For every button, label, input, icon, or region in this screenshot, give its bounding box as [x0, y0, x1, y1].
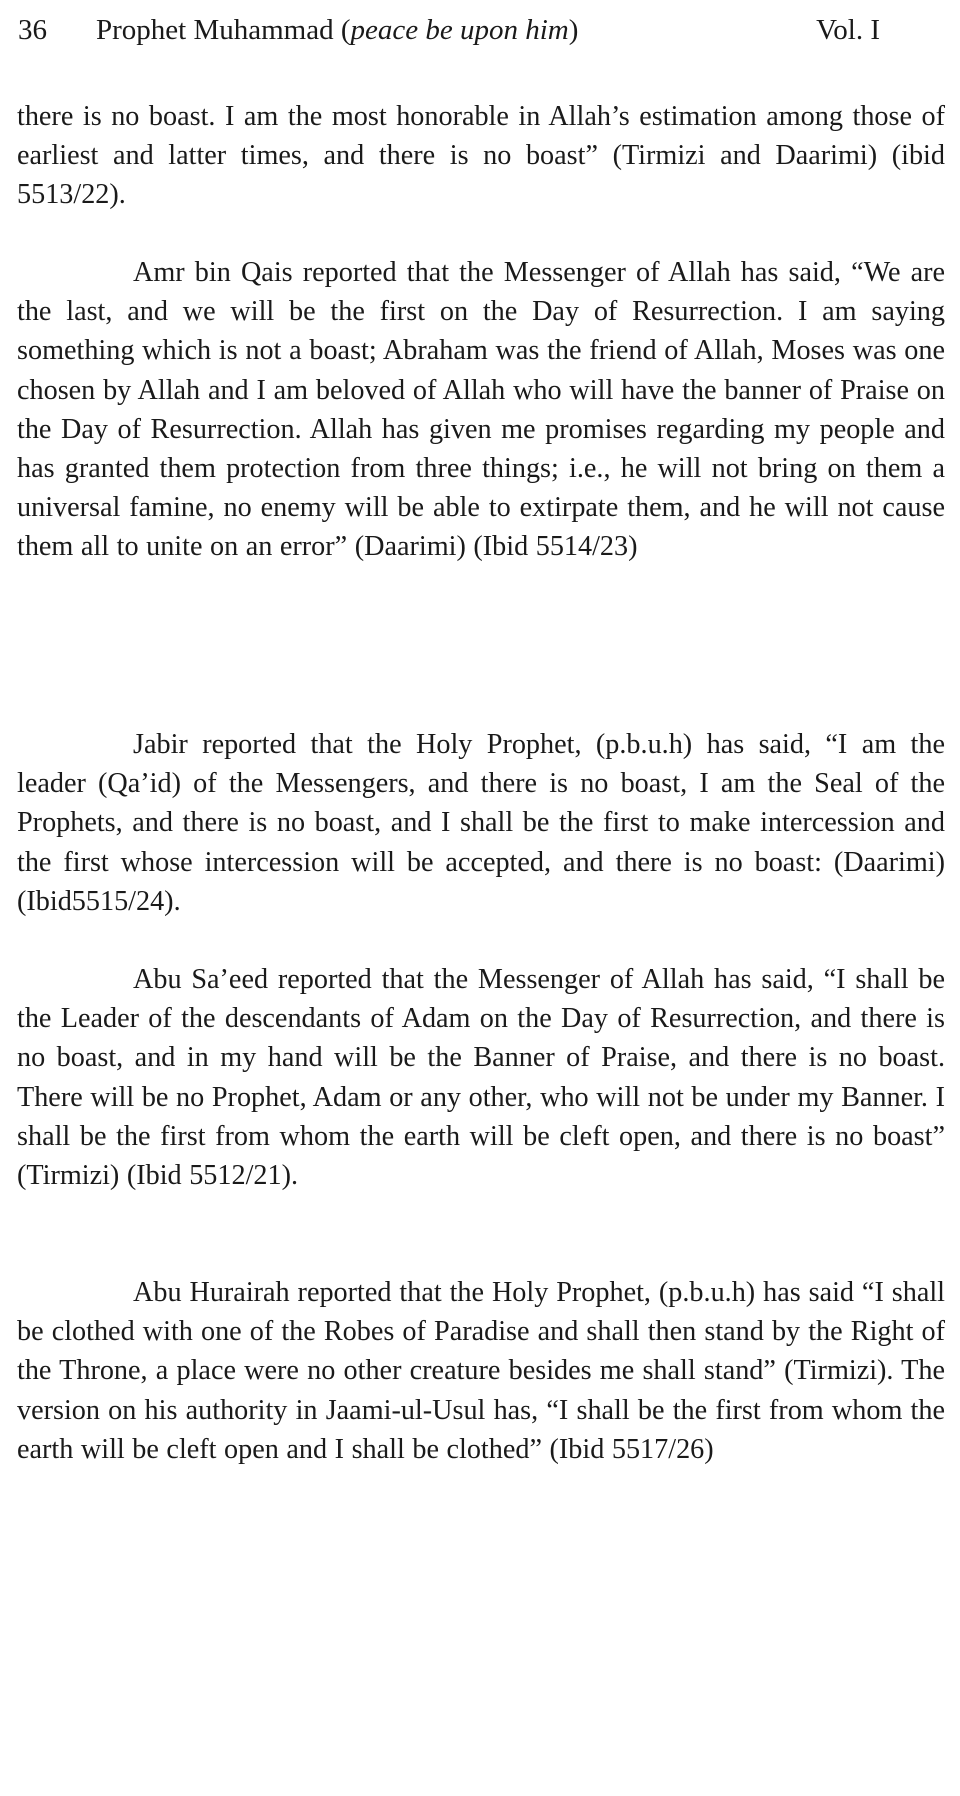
page-number: 36	[18, 14, 47, 46]
running-title-suffix: )	[568, 14, 579, 46]
page-header	[18, 10, 880, 50]
paragraph-text: Amr bin Qais reported that the Messenger of Allah has said, “We are the last, and we will be the first on the Day of Resurrection. I am saying something which is not a boast; Abraham was the friend of Allah, Moses was one chosen by Allah and I am beloved of Allah who will have the banner of Praise on the Day of Resurrection. Allah has given me promises regarding my people and has granted them protection from three things; i.e., he will not bring on them a universal famine, no enemy will be able to extirpate them, and he will not cause them all to unite on an error” (Daarimi) (Ibid 5514/23)	[17, 257, 945, 563]
volume-label: Vol. I	[816, 14, 880, 46]
paragraph-abu-saeed	[17, 960, 945, 1195]
running-title-prefix: Prophet Muhammad (	[96, 14, 351, 46]
paragraph-continuation	[17, 97, 945, 215]
paragraph-text: Abu Hurairah reported that the Holy Prophet, (p.b.u.h) has said “I shall be clothed with one of the Robes of Paradise and shall then stand by the Right of the Throne, a place were no other creature besides me shall stand” (Tirmizi). The version on his authority in Jaami-ul-Usul has, “I shall be the first from whom the earth will be cleft open and I shall be clothed” (Ibid 5517/26)	[17, 1277, 945, 1465]
paragraph-text: there is no boast. I am the most honorable in Allah’s estimation among those of earliest and latter times, and there is no boast” (Tirmizi and Daarimi) (ibid 5513/22).	[17, 101, 945, 211]
running-title-italic: peace be upon him	[350, 14, 569, 46]
paragraph-jabir	[17, 725, 945, 921]
paragraph-amr-bin-qais	[17, 253, 945, 567]
paragraph-text: Jabir reported that the Holy Prophet, (p.b.u.h) has said, “I am the leader (Qa’id) of the Messengers, and there is no boast, I am the Seal of the Prophets, and there is no boast, and I shall be the first to make intercession and the first whose intercession will be accepted, and there is no boast: (Daarimi) (Ibid5515/24).	[17, 729, 945, 917]
running-title	[96, 10, 578, 50]
paragraph-text: Abu Sa’eed reported that the Messenger of Allah has said, “I shall be the Leader of the descendants of Adam on the Day of Resurrection, and there is no boast, and in my hand will be the Banner of Praise, and there is no boast. There will be no Prophet, Adam or any other, who will not be under my Banner. I shall be the first from whom the earth will be cleft open, and there is no boast” (Tirmizi) (Ibid 5512/21).	[17, 964, 945, 1192]
paragraph-abu-hurairah	[17, 1273, 945, 1469]
